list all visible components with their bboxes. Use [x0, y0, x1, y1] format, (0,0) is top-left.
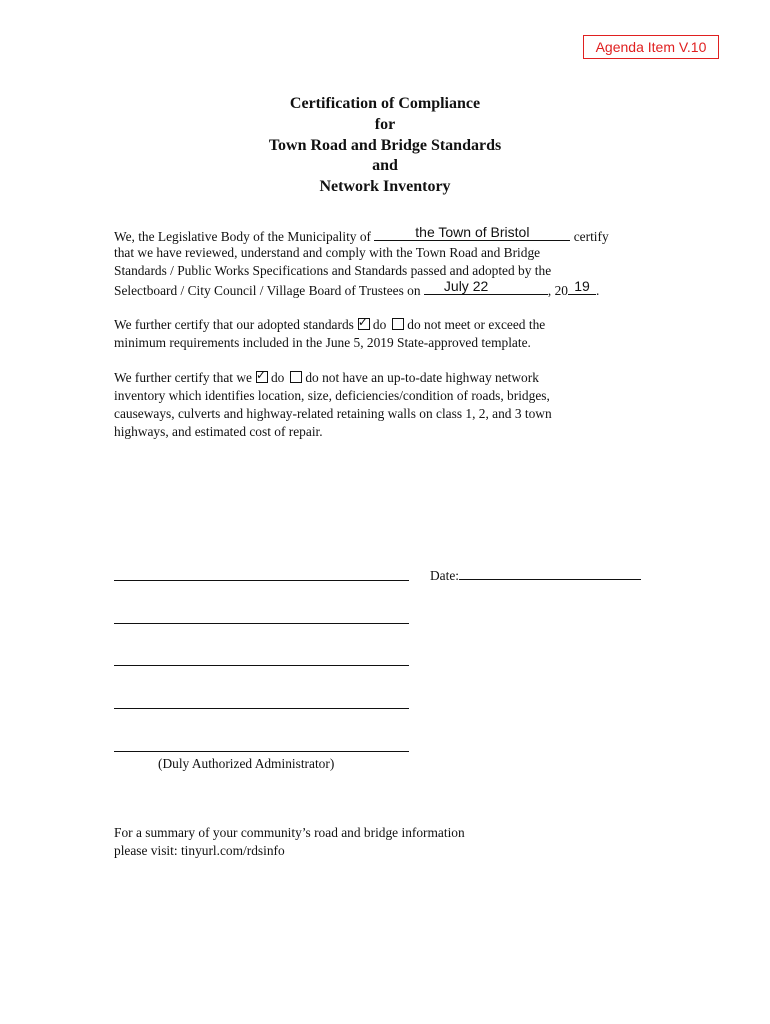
- adoption-date-value: July 22: [443, 278, 489, 294]
- document-title: [0, 94, 770, 198]
- para1-line3: Standards / Public Works Specifications and Standards passed and adopted by the: [114, 263, 552, 278]
- standards-paragraph: [114, 316, 654, 352]
- standards-do-not-checkbox[interactable]: [392, 318, 404, 330]
- signature-line[interactable]: [114, 623, 409, 624]
- year-value: 19: [574, 278, 590, 294]
- title-line: Town Road and Bridge Standards: [268, 136, 502, 154]
- agenda-item-badge: [583, 35, 719, 59]
- title-line: and: [372, 157, 398, 175]
- adoption-date-field[interactable]: [424, 280, 548, 295]
- para2-prefix: We further certify that our adopted standards: [114, 317, 354, 332]
- para1-line4-suffix: .: [596, 283, 600, 298]
- title-line: Certification of Compliance: [289, 95, 481, 112]
- para1-line1: [114, 226, 654, 244]
- para1-prefix: We, the Legislative Body of the Municipality of: [114, 229, 372, 244]
- para3-line2: inventory which identifies location, size, deficiencies/condition of roads, bridges,: [114, 388, 550, 403]
- para1-line2: that we have reviewed, understand and comply with the Town Road and Bridge: [114, 245, 541, 260]
- para3-prefix: We further certify that we: [114, 370, 252, 385]
- footer-line: For a summary of your community’s road and bridge information: [114, 825, 465, 840]
- inventory-do-not-checkbox[interactable]: [290, 371, 302, 383]
- para3-line1: [114, 369, 654, 387]
- footer-note: [114, 824, 465, 860]
- date-label: Date:: [430, 568, 459, 583]
- title-line: for: [374, 115, 396, 133]
- para1-line4: [114, 280, 654, 298]
- administrator-signature-line[interactable]: [114, 751, 409, 752]
- signature-line[interactable]: [114, 708, 409, 709]
- para1-line4-prefix: Selectboard / City Council / Village Board of Trustees on: [114, 283, 421, 298]
- signature-line[interactable]: [114, 665, 409, 666]
- para2-line1: [114, 316, 654, 334]
- standards-do-label: do: [372, 317, 387, 332]
- municipality-value: the Town of Bristol: [415, 224, 530, 240]
- date-field-group: [430, 565, 641, 584]
- inventory-paragraph: [114, 369, 654, 441]
- certification-paragraph: [114, 226, 654, 298]
- inventory-do-not-label: do not have an up-to-date highway network: [305, 370, 539, 385]
- administrator-label: (Duly Authorized Administrator): [158, 756, 335, 771]
- footer-link-line: please visit: tinyurl.com/rdsinfo: [114, 843, 285, 858]
- standards-do-not-label: do not meet or exceed the: [407, 317, 546, 332]
- date-field[interactable]: [459, 565, 641, 580]
- agenda-item-label: Agenda Item V.10: [595, 39, 707, 55]
- title-line: Network Inventory: [319, 178, 451, 196]
- year-field[interactable]: [568, 280, 596, 295]
- year-prefix: , 20: [547, 283, 568, 298]
- para3-line4: highways, and estimated cost of repair.: [114, 424, 323, 439]
- standards-do-checkbox[interactable]: [358, 318, 370, 330]
- para3-line3: causeways, culverts and highway-related retaining walls on class 1, 2, and 3 town: [114, 406, 552, 421]
- para2-line2: minimum requirements included in the June 5, 2019 State-approved template.: [114, 335, 531, 350]
- inventory-do-checkbox[interactable]: [256, 371, 268, 383]
- inventory-do-label: do: [270, 370, 285, 385]
- signature-line[interactable]: [114, 580, 409, 581]
- para1-suffix: certify: [573, 229, 609, 244]
- municipality-field[interactable]: [374, 226, 570, 241]
